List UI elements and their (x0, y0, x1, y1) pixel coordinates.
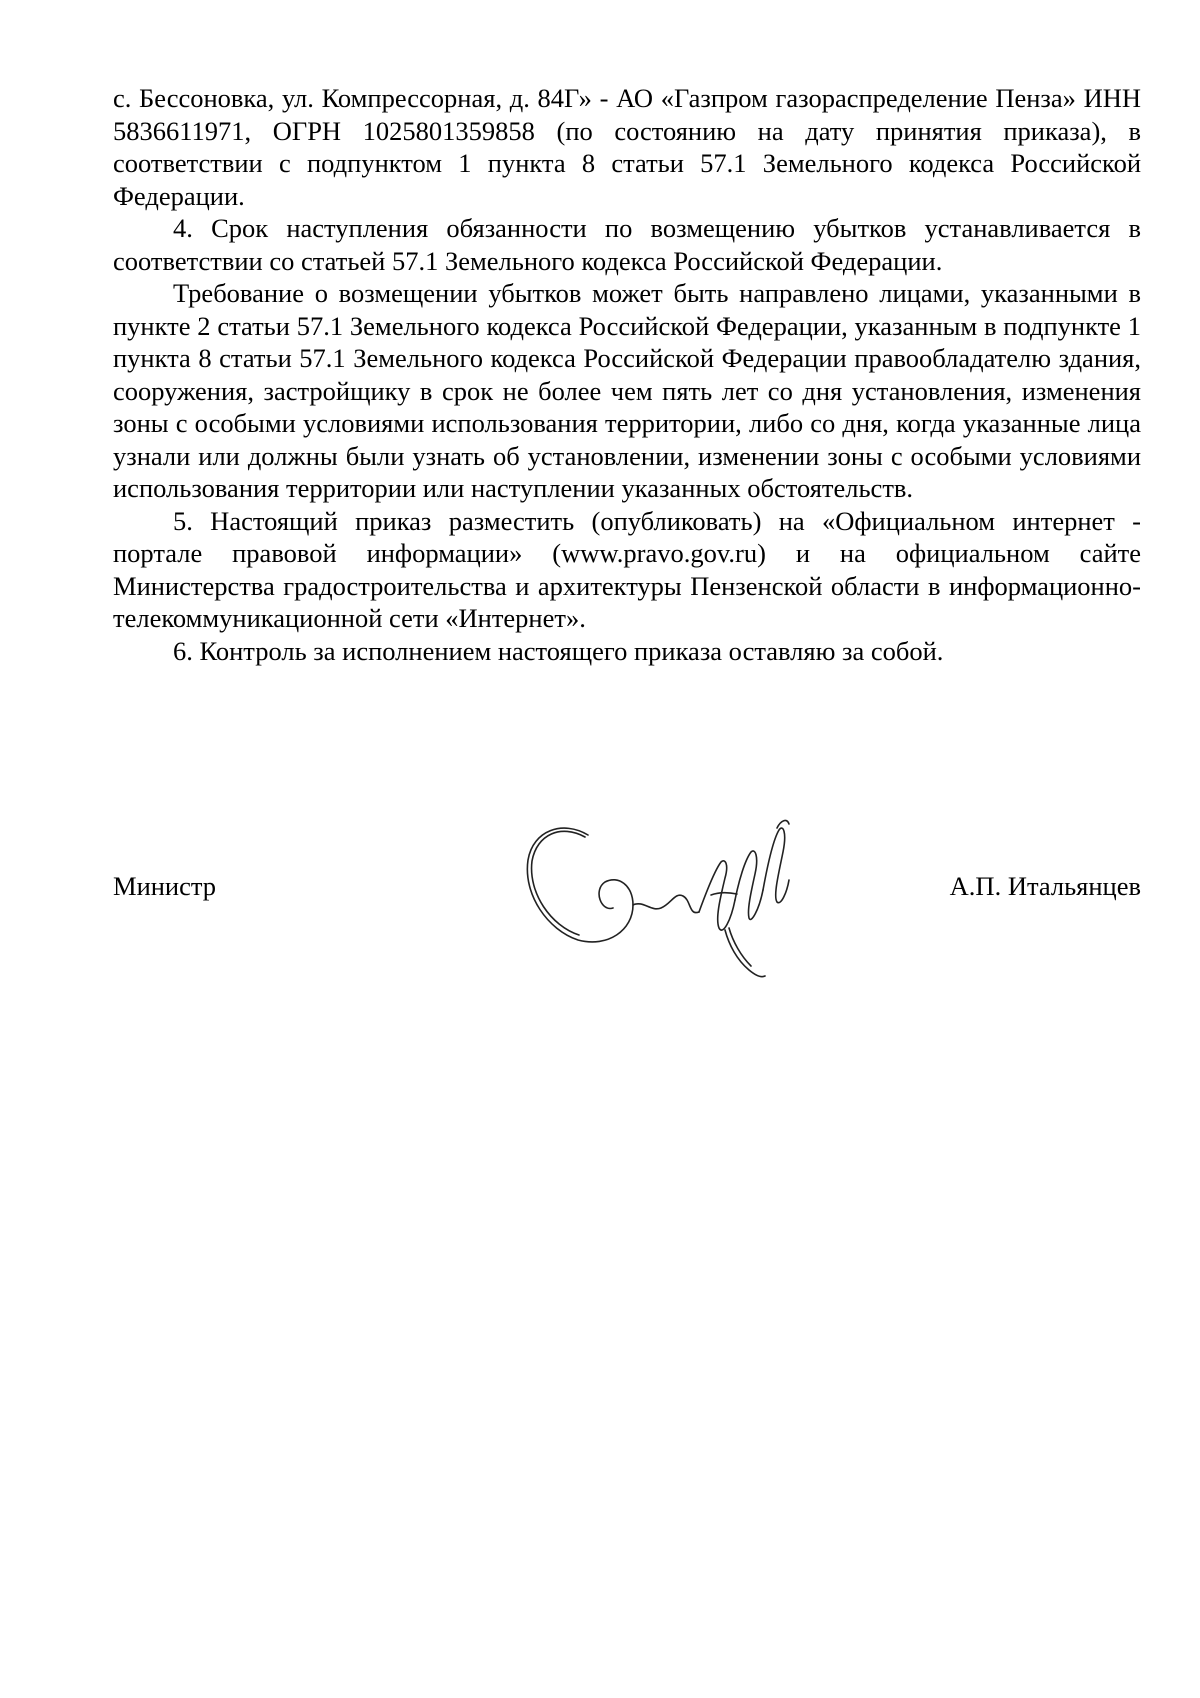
signatory-position: Министр (113, 871, 217, 901)
paragraph-item-4: 4. Срок наступления обязанности по возмещению убытков устанавливается в соответствии со статьей 57.1 Земельного кодекса Российской Федерации. (113, 213, 1141, 276)
paragraph-compensation-claim: Требование о возмещении убытков может быть направлено лицами, указанными в пункте 2 статьи 57.1 Земельного кодекса Российской Федерации, указанным в подпункте 1 пункта 8 статьи 57.1 Земельного кодекса Российской Федерации правообладателю здания, сооружения, застройщику в срок не более чем пять лет со дня установления, изменения зоны с особыми условиями использования территории, либо со дня, когда указанные лица узнали или должны были узнать об установлении, изменении зоны с особыми условиями использования территории или наступлении указанных обстоятельств. (113, 278, 1141, 503)
handwritten-signature-icon (493, 800, 823, 980)
signatory-name: А.П. Итальянцев (949, 871, 1141, 901)
paragraph-item-5: 5. Настоящий приказ разместить (опубликовать) на «Официальном интернет - портале правовой информации» (www.pravo.gov.ru) и на официальном сайте Министерства градостроительства и архитектуры Пензенской области в информационно-телекоммуникационной сети «Интернет». (113, 505, 1141, 633)
document-body (113, 82, 1141, 667)
signature-block (113, 800, 1141, 980)
paragraph-item-6: 6. Контроль за исполнением настоящего приказа оставляю за собой. (173, 635, 944, 666)
paragraph-address: с. Бессоновка, ул. Компрессорная, д. 84Г» - АО «Газпром газораспределение Пенза» ИНН 5836611971, ОГРН 1025801359858 (по состоянию на дату принятия приказа), в соответствии с подпунктом 1 пункта 8 статьи 57.1 Земельного кодекса Российской Федерации. (113, 83, 1141, 211)
